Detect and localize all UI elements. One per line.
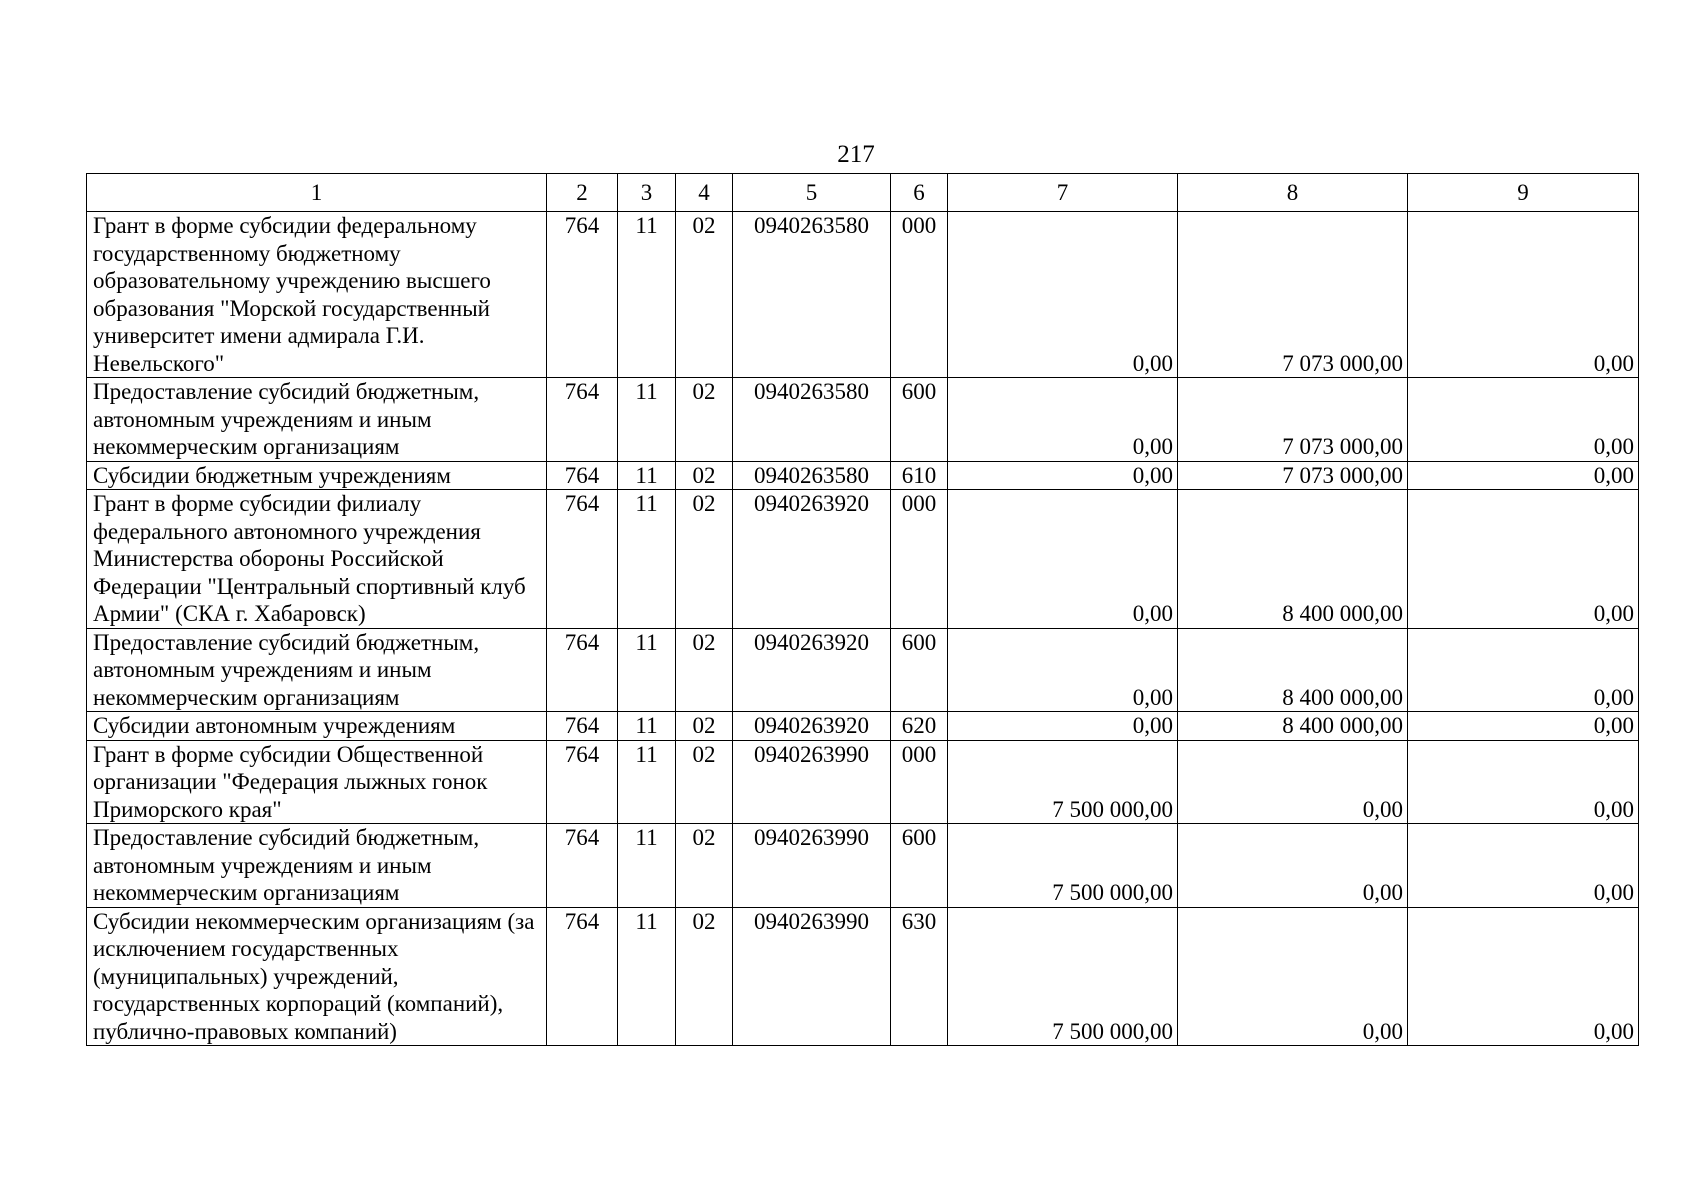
row-code-2: 764 bbox=[547, 740, 618, 824]
row-code-2: 764 bbox=[547, 628, 618, 712]
row-amount-8: 7 073 000,00 bbox=[1178, 461, 1408, 490]
row-code-5: 0940263580 bbox=[733, 378, 891, 462]
row-name: Предоставление субсидий бюджетным, автономным учреждениям и иным некоммерческим организациям bbox=[87, 628, 547, 712]
row-name: Предоставление субсидий бюджетным, автономным учреждениям и иным некоммерческим организациям bbox=[87, 824, 547, 908]
budget-table bbox=[86, 173, 1639, 1046]
row-code-2: 764 bbox=[547, 490, 618, 629]
header-col-2: 2 bbox=[547, 174, 618, 212]
row-amount-8: 8 400 000,00 bbox=[1178, 490, 1408, 629]
header-col-5: 5 bbox=[733, 174, 891, 212]
row-code-4: 02 bbox=[676, 824, 733, 908]
row-code-6: 600 bbox=[891, 378, 948, 462]
row-code-3: 11 bbox=[618, 212, 676, 378]
row-name: Грант в форме субсидии Общественной организации "Федерация лыжных гонок Приморского края" bbox=[87, 740, 547, 824]
row-amount-8: 8 400 000,00 bbox=[1178, 712, 1408, 741]
row-code-5: 0940263580 bbox=[733, 461, 891, 490]
table-row bbox=[87, 490, 1639, 629]
row-code-4: 02 bbox=[676, 628, 733, 712]
row-code-3: 11 bbox=[618, 740, 676, 824]
row-code-3: 11 bbox=[618, 378, 676, 462]
row-amount-7: 7 500 000,00 bbox=[948, 907, 1178, 1046]
row-code-6: 610 bbox=[891, 461, 948, 490]
table-row bbox=[87, 461, 1639, 490]
row-code-6: 620 bbox=[891, 712, 948, 741]
row-amount-7: 0,00 bbox=[948, 212, 1178, 378]
row-code-6: 630 bbox=[891, 907, 948, 1046]
row-amount-8: 7 073 000,00 bbox=[1178, 378, 1408, 462]
row-code-3: 11 bbox=[618, 461, 676, 490]
row-code-4: 02 bbox=[676, 490, 733, 629]
row-name: Грант в форме субсидии федеральному государственному бюджетному образовательному учреждению высшего образования "Морской государственный университет имени адмирала Г.И. Невельского" bbox=[87, 212, 547, 378]
row-code-5: 0940263990 bbox=[733, 907, 891, 1046]
row-amount-8: 0,00 bbox=[1178, 907, 1408, 1046]
row-code-4: 02 bbox=[676, 740, 733, 824]
row-code-3: 11 bbox=[618, 628, 676, 712]
row-amount-7: 0,00 bbox=[948, 378, 1178, 462]
row-code-5: 0940263990 bbox=[733, 740, 891, 824]
row-code-3: 11 bbox=[618, 907, 676, 1046]
table-row bbox=[87, 378, 1639, 462]
header-col-1: 1 bbox=[87, 174, 547, 212]
row-amount-9: 0,00 bbox=[1408, 740, 1639, 824]
row-code-6: 000 bbox=[891, 490, 948, 629]
row-code-2: 764 bbox=[547, 824, 618, 908]
row-amount-7: 0,00 bbox=[948, 490, 1178, 629]
row-code-5: 0940263990 bbox=[733, 824, 891, 908]
table-row bbox=[87, 628, 1639, 712]
row-code-4: 02 bbox=[676, 712, 733, 741]
row-amount-7: 0,00 bbox=[948, 461, 1178, 490]
row-amount-9: 0,00 bbox=[1408, 378, 1639, 462]
row-code-4: 02 bbox=[676, 907, 733, 1046]
row-amount-7: 7 500 000,00 bbox=[948, 824, 1178, 908]
header-col-4: 4 bbox=[676, 174, 733, 212]
row-amount-8: 0,00 bbox=[1178, 824, 1408, 908]
row-code-4: 02 bbox=[676, 212, 733, 378]
header-col-8: 8 bbox=[1178, 174, 1408, 212]
table-row bbox=[87, 907, 1639, 1046]
row-code-2: 764 bbox=[547, 212, 618, 378]
row-code-4: 02 bbox=[676, 378, 733, 462]
row-amount-7: 7 500 000,00 bbox=[948, 740, 1178, 824]
row-code-5: 0940263920 bbox=[733, 712, 891, 741]
row-code-2: 764 bbox=[547, 378, 618, 462]
row-amount-9: 0,00 bbox=[1408, 824, 1639, 908]
row-amount-7: 0,00 bbox=[948, 628, 1178, 712]
row-name: Субсидии бюджетным учреждениям bbox=[87, 461, 547, 490]
row-code-4: 02 bbox=[676, 461, 733, 490]
header-col-7: 7 bbox=[948, 174, 1178, 212]
row-amount-8: 7 073 000,00 bbox=[1178, 212, 1408, 378]
row-code-2: 764 bbox=[547, 712, 618, 741]
row-code-2: 764 bbox=[547, 907, 618, 1046]
row-amount-7: 0,00 bbox=[948, 712, 1178, 741]
header-col-6: 6 bbox=[891, 174, 948, 212]
header-col-3: 3 bbox=[618, 174, 676, 212]
row-code-3: 11 bbox=[618, 824, 676, 908]
table-row bbox=[87, 212, 1639, 378]
header-row bbox=[87, 174, 1639, 212]
row-name: Субсидии автономным учреждениям bbox=[87, 712, 547, 741]
row-code-3: 11 bbox=[618, 490, 676, 629]
row-amount-9: 0,00 bbox=[1408, 212, 1639, 378]
row-name: Грант в форме субсидии филиалу федерального автономного учреждения Министерства обороны Российской Федерации "Центральный спортивный клуб Армии" (СКА г. Хабаровск) bbox=[87, 490, 547, 629]
row-name: Предоставление субсидий бюджетным, автономным учреждениям и иным некоммерческим организациям bbox=[87, 378, 547, 462]
row-amount-8: 8 400 000,00 bbox=[1178, 628, 1408, 712]
row-name: Субсидии некоммерческим организациям (за исключением государственных (муниципальных) учреждений, государственных корпораций (компаний), публично-правовых компаний) bbox=[87, 907, 547, 1046]
row-code-5: 0940263920 bbox=[733, 628, 891, 712]
row-code-6: 600 bbox=[891, 628, 948, 712]
row-code-6: 600 bbox=[891, 824, 948, 908]
row-code-3: 11 bbox=[618, 712, 676, 741]
row-amount-9: 0,00 bbox=[1408, 907, 1639, 1046]
header-col-9: 9 bbox=[1408, 174, 1639, 212]
row-code-6: 000 bbox=[891, 740, 948, 824]
row-code-2: 764 bbox=[547, 461, 618, 490]
row-code-6: 000 bbox=[891, 212, 948, 378]
table-row bbox=[87, 712, 1639, 741]
row-amount-9: 0,00 bbox=[1408, 490, 1639, 629]
table-row bbox=[87, 824, 1639, 908]
row-amount-9: 0,00 bbox=[1408, 712, 1639, 741]
row-amount-9: 0,00 bbox=[1408, 628, 1639, 712]
table-row bbox=[87, 740, 1639, 824]
page-number: 217 bbox=[837, 141, 875, 168]
row-amount-8: 0,00 bbox=[1178, 740, 1408, 824]
row-code-5: 0940263920 bbox=[733, 490, 891, 629]
row-code-5: 0940263580 bbox=[733, 212, 891, 378]
row-amount-9: 0,00 bbox=[1408, 461, 1639, 490]
